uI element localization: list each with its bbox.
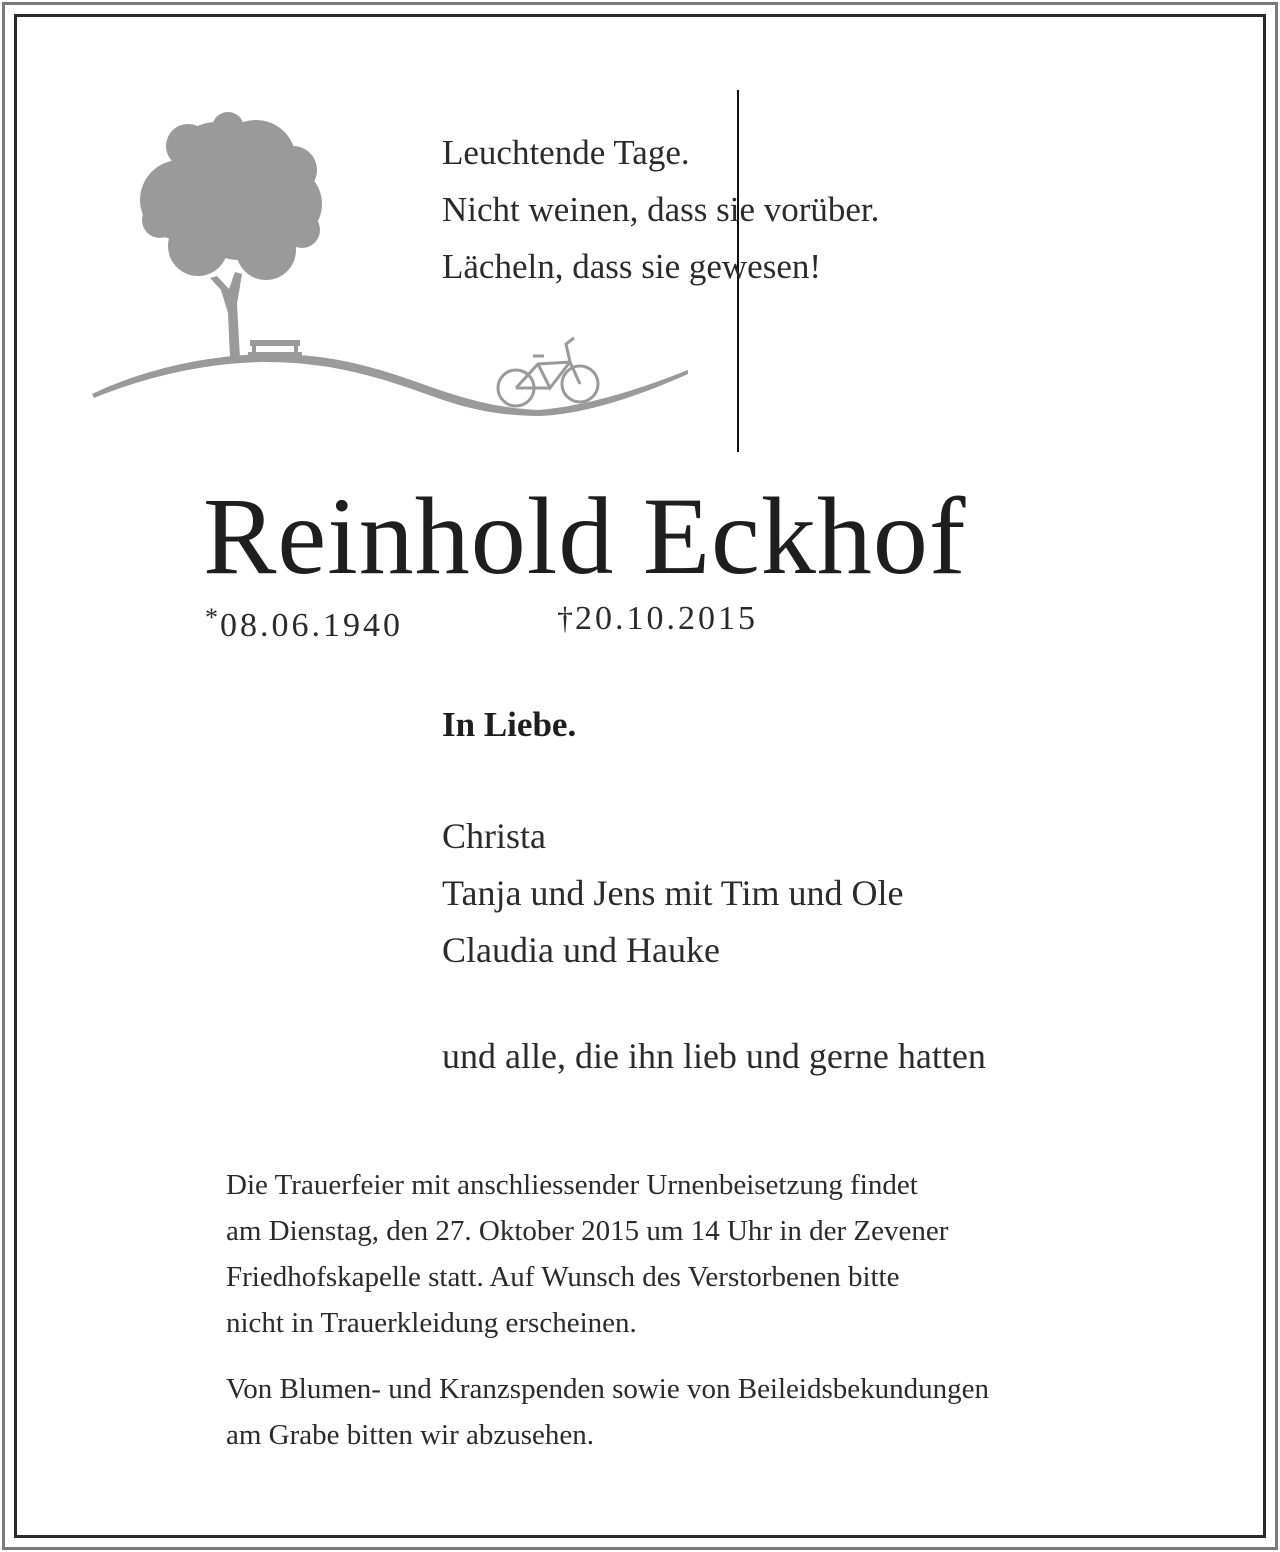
condolence-request [226, 1366, 1126, 1458]
notice-line: am Dienstag, den 27. Oktober 2015 um 14 Uhr in der Zevener [226, 1215, 949, 1247]
mourner-name: Claudia und Hauke [442, 930, 720, 970]
bicycle-icon [498, 338, 598, 406]
poem [442, 124, 879, 295]
notice-line: am Grabe bitten wir abzusehen. [226, 1419, 594, 1451]
tree-icon [140, 112, 322, 358]
notice-line: Von Blumen- und Kranzspenden sowie von Beileidsbekundungen [226, 1373, 990, 1405]
birth-star-icon: * [205, 603, 218, 632]
death-date [557, 596, 758, 641]
death-cross-icon: † [557, 600, 573, 636]
poem-line: Nicht weinen, dass sie vorüber. [442, 190, 880, 229]
birth-date-value: 08.06.1940 [220, 607, 403, 644]
mourner-list [442, 808, 904, 979]
notice-line: Die Trauerfeier mit anschliessender Urnenbeisetzung findet [226, 1169, 918, 1201]
mourner-name: Tanja und Jens mit Tim und Ole [442, 873, 904, 913]
mourner-name: Christa [442, 816, 546, 856]
mourner-closing: und alle, die ihn lieb und gerne hatten [442, 1036, 986, 1076]
death-date-value: 20.10.2015 [575, 600, 758, 637]
notice-line: nicht in Trauerkleidung erscheinen. [226, 1307, 637, 1339]
poem-line: Leuchtende Tage. [442, 133, 690, 172]
poem-line: Lächeln, dass sie gewesen! [442, 247, 822, 286]
funeral-notice [226, 1162, 1126, 1346]
notice-line: Friedhofskapelle statt. Auf Wunsch des Verstorbenen bitte [226, 1261, 900, 1293]
deceased-name: Reinhold Eckhof [203, 475, 967, 597]
birth-date [205, 596, 403, 648]
in-love-heading: In Liebe. [442, 705, 577, 744]
